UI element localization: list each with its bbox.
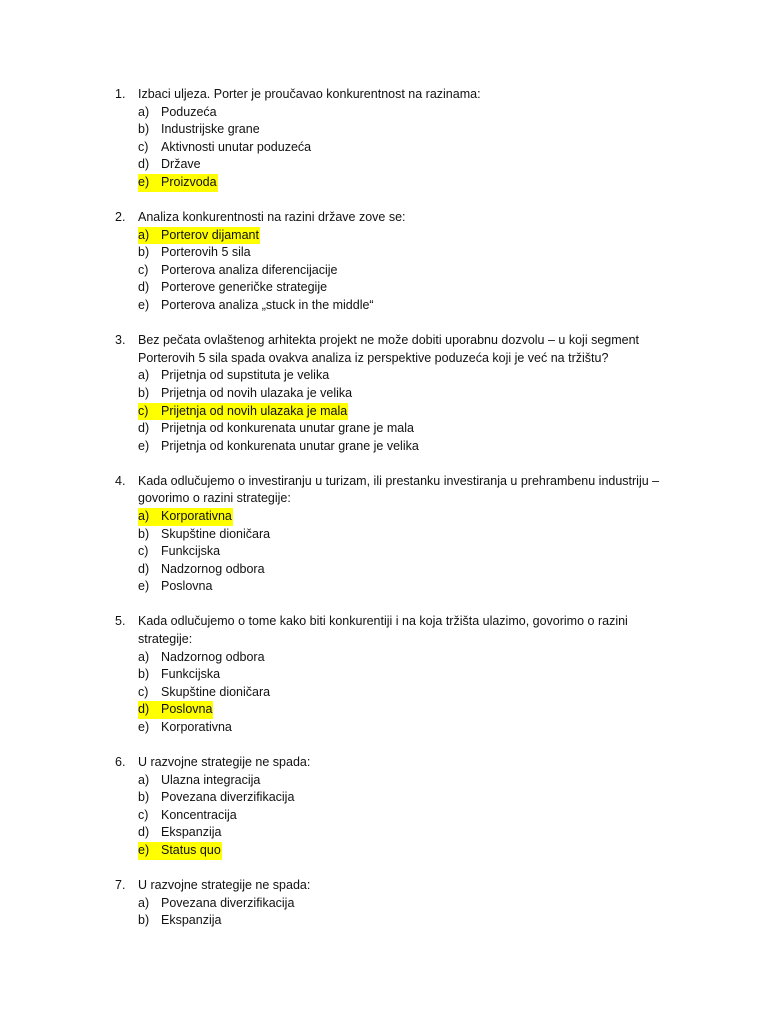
answer-option <box>138 297 675 315</box>
option-letter: a) <box>138 104 150 119</box>
answer-row <box>138 526 271 544</box>
answer-row <box>138 649 266 667</box>
answer-option <box>138 508 675 526</box>
question-number: 4. <box>115 473 126 488</box>
answer-option <box>138 684 675 702</box>
answer-row <box>138 279 328 297</box>
answer-option <box>138 895 675 913</box>
option-text: Ulazna integracija <box>161 772 261 787</box>
option-text: Korporativna <box>161 720 232 734</box>
option-letter: d) <box>138 702 150 717</box>
answer-option <box>138 578 675 596</box>
option-letter: a) <box>138 508 150 523</box>
option-text: Funkcijska <box>161 667 221 682</box>
answer-option <box>138 227 675 245</box>
question-text: Kada odlučujemo o tome kako biti konkurentiji i na koja tržišta ulazimo, govorimo o razini strategije: <box>138 614 628 647</box>
option-letter: b) <box>138 245 150 260</box>
answer-option <box>138 666 675 684</box>
answer-option <box>138 789 675 807</box>
option-letter: c) <box>138 139 149 154</box>
answer-row <box>138 578 213 596</box>
answer-option <box>138 262 675 280</box>
answer-row <box>138 367 330 385</box>
option-text: Porterove generičke strategije <box>161 280 328 295</box>
answer-option <box>138 174 675 192</box>
answer-row <box>138 104 218 122</box>
answer-row <box>138 912 222 930</box>
option-text: Povezana diverzifikacija <box>161 895 295 910</box>
question-5 <box>115 613 675 736</box>
option-letter: e) <box>138 174 150 189</box>
option-letter: c) <box>138 807 149 822</box>
option-text: Ekspanzija <box>161 913 222 928</box>
option-text: Prijetnja od konkurenata unutar grane je velika <box>161 438 419 453</box>
answer-option <box>138 420 675 438</box>
answer-option <box>138 912 675 930</box>
answer-option <box>138 279 675 297</box>
option-text: Porterov dijamant <box>161 227 259 242</box>
answer-row <box>138 824 222 842</box>
answer-row <box>138 666 221 684</box>
option-text: Porterova analiza diferencijacije <box>161 262 338 277</box>
option-text: Prijetnja od konkurenata unutar grane je mala <box>161 421 414 436</box>
answer-option <box>138 543 675 561</box>
option-text: Ekspanzija <box>161 825 222 840</box>
answer-option <box>138 104 675 122</box>
question-header <box>115 613 675 648</box>
question-text: Bez pečata ovlaštenog arhitekta projekt ne može dobiti uporabnu dozvolu – u koji segment Porterovih 5 sila spada ovakva analiza iz perspektive poduzeća koji je već na tržištu? <box>138 333 640 365</box>
option-letter: b) <box>138 667 150 682</box>
answer-row <box>138 543 221 561</box>
answer-row <box>138 385 353 403</box>
question-1 <box>115 86 675 192</box>
option-text: Aktivnosti unutar poduzeća <box>161 139 312 154</box>
answer-option <box>138 719 675 737</box>
question-header <box>115 754 675 772</box>
answer-option <box>138 842 675 860</box>
highlighted-answer <box>138 227 260 245</box>
option-letter: d) <box>138 157 150 172</box>
option-letter: d) <box>138 280 150 295</box>
question-header <box>115 332 675 367</box>
answer-option <box>138 244 675 262</box>
option-text: Porterovih 5 sila <box>161 245 251 260</box>
answer-row <box>138 684 271 702</box>
option-text: Industrijske grane <box>161 122 260 137</box>
answer-option <box>138 561 675 579</box>
option-letter: c) <box>138 403 149 418</box>
option-letter: a) <box>138 649 150 664</box>
option-text: Poduzeća <box>161 104 217 119</box>
question-text: Kada odlučujemo o investiranju u turizam, ili prestanku investiranja u prehrambenu industriju – govorimo o razini strategije: <box>138 473 660 506</box>
answer-row <box>138 561 266 579</box>
answer-option <box>138 807 675 825</box>
option-letter: c) <box>138 544 149 559</box>
question-number: 6. <box>115 755 126 770</box>
option-text: Funkcijska <box>161 544 221 559</box>
option-text: Prijetnja od supstituta je velika <box>161 368 330 383</box>
question-7 <box>115 877 675 930</box>
option-letter: d) <box>138 421 150 436</box>
answer-row <box>138 244 252 262</box>
answer-options <box>115 895 675 930</box>
answer-row <box>138 807 238 825</box>
answer-options <box>115 508 675 596</box>
question-3 <box>115 332 675 455</box>
option-text: Prijetnja od novih ulazaka je mala <box>161 403 348 418</box>
option-letter: e) <box>138 843 150 858</box>
option-text: Prijetnja od novih ulazaka je velika <box>161 385 353 400</box>
option-letter: e) <box>138 579 150 594</box>
option-letter: d) <box>138 561 150 576</box>
answer-row <box>138 262 338 280</box>
highlighted-answer <box>138 508 233 526</box>
highlighted-answer <box>138 174 218 192</box>
question-number: 2. <box>115 210 126 225</box>
answer-option <box>138 367 675 385</box>
question-number: 5. <box>115 614 126 629</box>
answer-row <box>138 772 261 790</box>
question-text: U razvojne strategije ne spada: <box>138 878 311 893</box>
question-6 <box>115 754 675 860</box>
answer-option <box>138 385 675 403</box>
option-text: Poslovna <box>161 702 213 717</box>
question-text: U razvojne strategije ne spada: <box>138 755 311 770</box>
answer-option <box>138 649 675 667</box>
option-letter: a) <box>138 227 150 242</box>
highlighted-answer <box>138 403 348 421</box>
option-letter: e) <box>138 438 150 453</box>
question-header <box>115 877 675 895</box>
question-header <box>115 473 675 508</box>
option-letter: a) <box>138 895 150 910</box>
question-text: Analiza konkurentnosti na razini države zove se: <box>138 210 406 225</box>
answer-row <box>138 438 420 456</box>
option-letter: a) <box>138 368 150 383</box>
option-letter: d) <box>138 825 150 840</box>
answer-row <box>138 895 295 913</box>
answer-option <box>138 156 675 174</box>
highlighted-answer <box>138 842 222 860</box>
answer-option <box>138 772 675 790</box>
option-text: Status quo <box>161 843 221 858</box>
option-text: Poslovna <box>161 579 213 594</box>
answer-row <box>138 156 202 174</box>
answer-row <box>138 420 415 438</box>
answer-option <box>138 403 675 421</box>
option-letter: a) <box>138 772 150 787</box>
option-text: Porterova analiza „stuck in the middle“ <box>161 298 374 313</box>
answer-option <box>138 121 675 139</box>
answer-options <box>115 772 675 860</box>
answer-option <box>138 824 675 842</box>
answer-row <box>138 789 295 807</box>
answer-option <box>138 139 675 157</box>
question-2 <box>115 209 675 315</box>
answer-options <box>115 649 675 737</box>
question-header <box>115 86 675 104</box>
option-text: Skupštine dioničara <box>161 526 271 541</box>
option-letter: b) <box>138 122 150 137</box>
answer-row <box>138 719 233 737</box>
answer-option <box>138 438 675 456</box>
option-letter: e) <box>138 298 150 313</box>
question-number: 3. <box>115 333 126 348</box>
highlighted-answer <box>138 701 213 719</box>
answer-options <box>115 367 675 455</box>
option-text: Koncentracija <box>161 807 237 822</box>
answer-options <box>115 104 675 192</box>
option-letter: b) <box>138 790 150 805</box>
answer-row <box>138 297 375 315</box>
option-letter: b) <box>138 913 150 928</box>
question-list <box>115 86 675 947</box>
option-text: Skupštine dioničara <box>161 684 271 699</box>
question-4 <box>115 473 675 596</box>
answer-row <box>138 139 312 157</box>
option-text: Nadzornog odbora <box>161 649 265 664</box>
answer-options <box>115 227 675 315</box>
option-text: Proizvoda <box>161 174 217 189</box>
answer-option <box>138 526 675 544</box>
option-text: Nadzornog odbora <box>161 561 265 576</box>
question-header <box>115 209 675 227</box>
option-text: Korporativna <box>161 508 232 523</box>
option-letter: c) <box>138 262 149 277</box>
option-letter: b) <box>138 526 150 541</box>
question-text: Izbaci uljeza. Porter je proučavao konkurentnost na razinama: <box>138 87 481 101</box>
option-letter: b) <box>138 385 150 400</box>
option-text: Države <box>161 157 201 172</box>
option-letter: e) <box>138 720 150 734</box>
answer-row <box>138 121 261 139</box>
question-number: 7. <box>115 878 126 893</box>
option-letter: c) <box>138 684 149 699</box>
answer-option <box>138 701 675 719</box>
question-number: 1. <box>115 87 126 101</box>
option-text: Povezana diverzifikacija <box>161 790 295 805</box>
